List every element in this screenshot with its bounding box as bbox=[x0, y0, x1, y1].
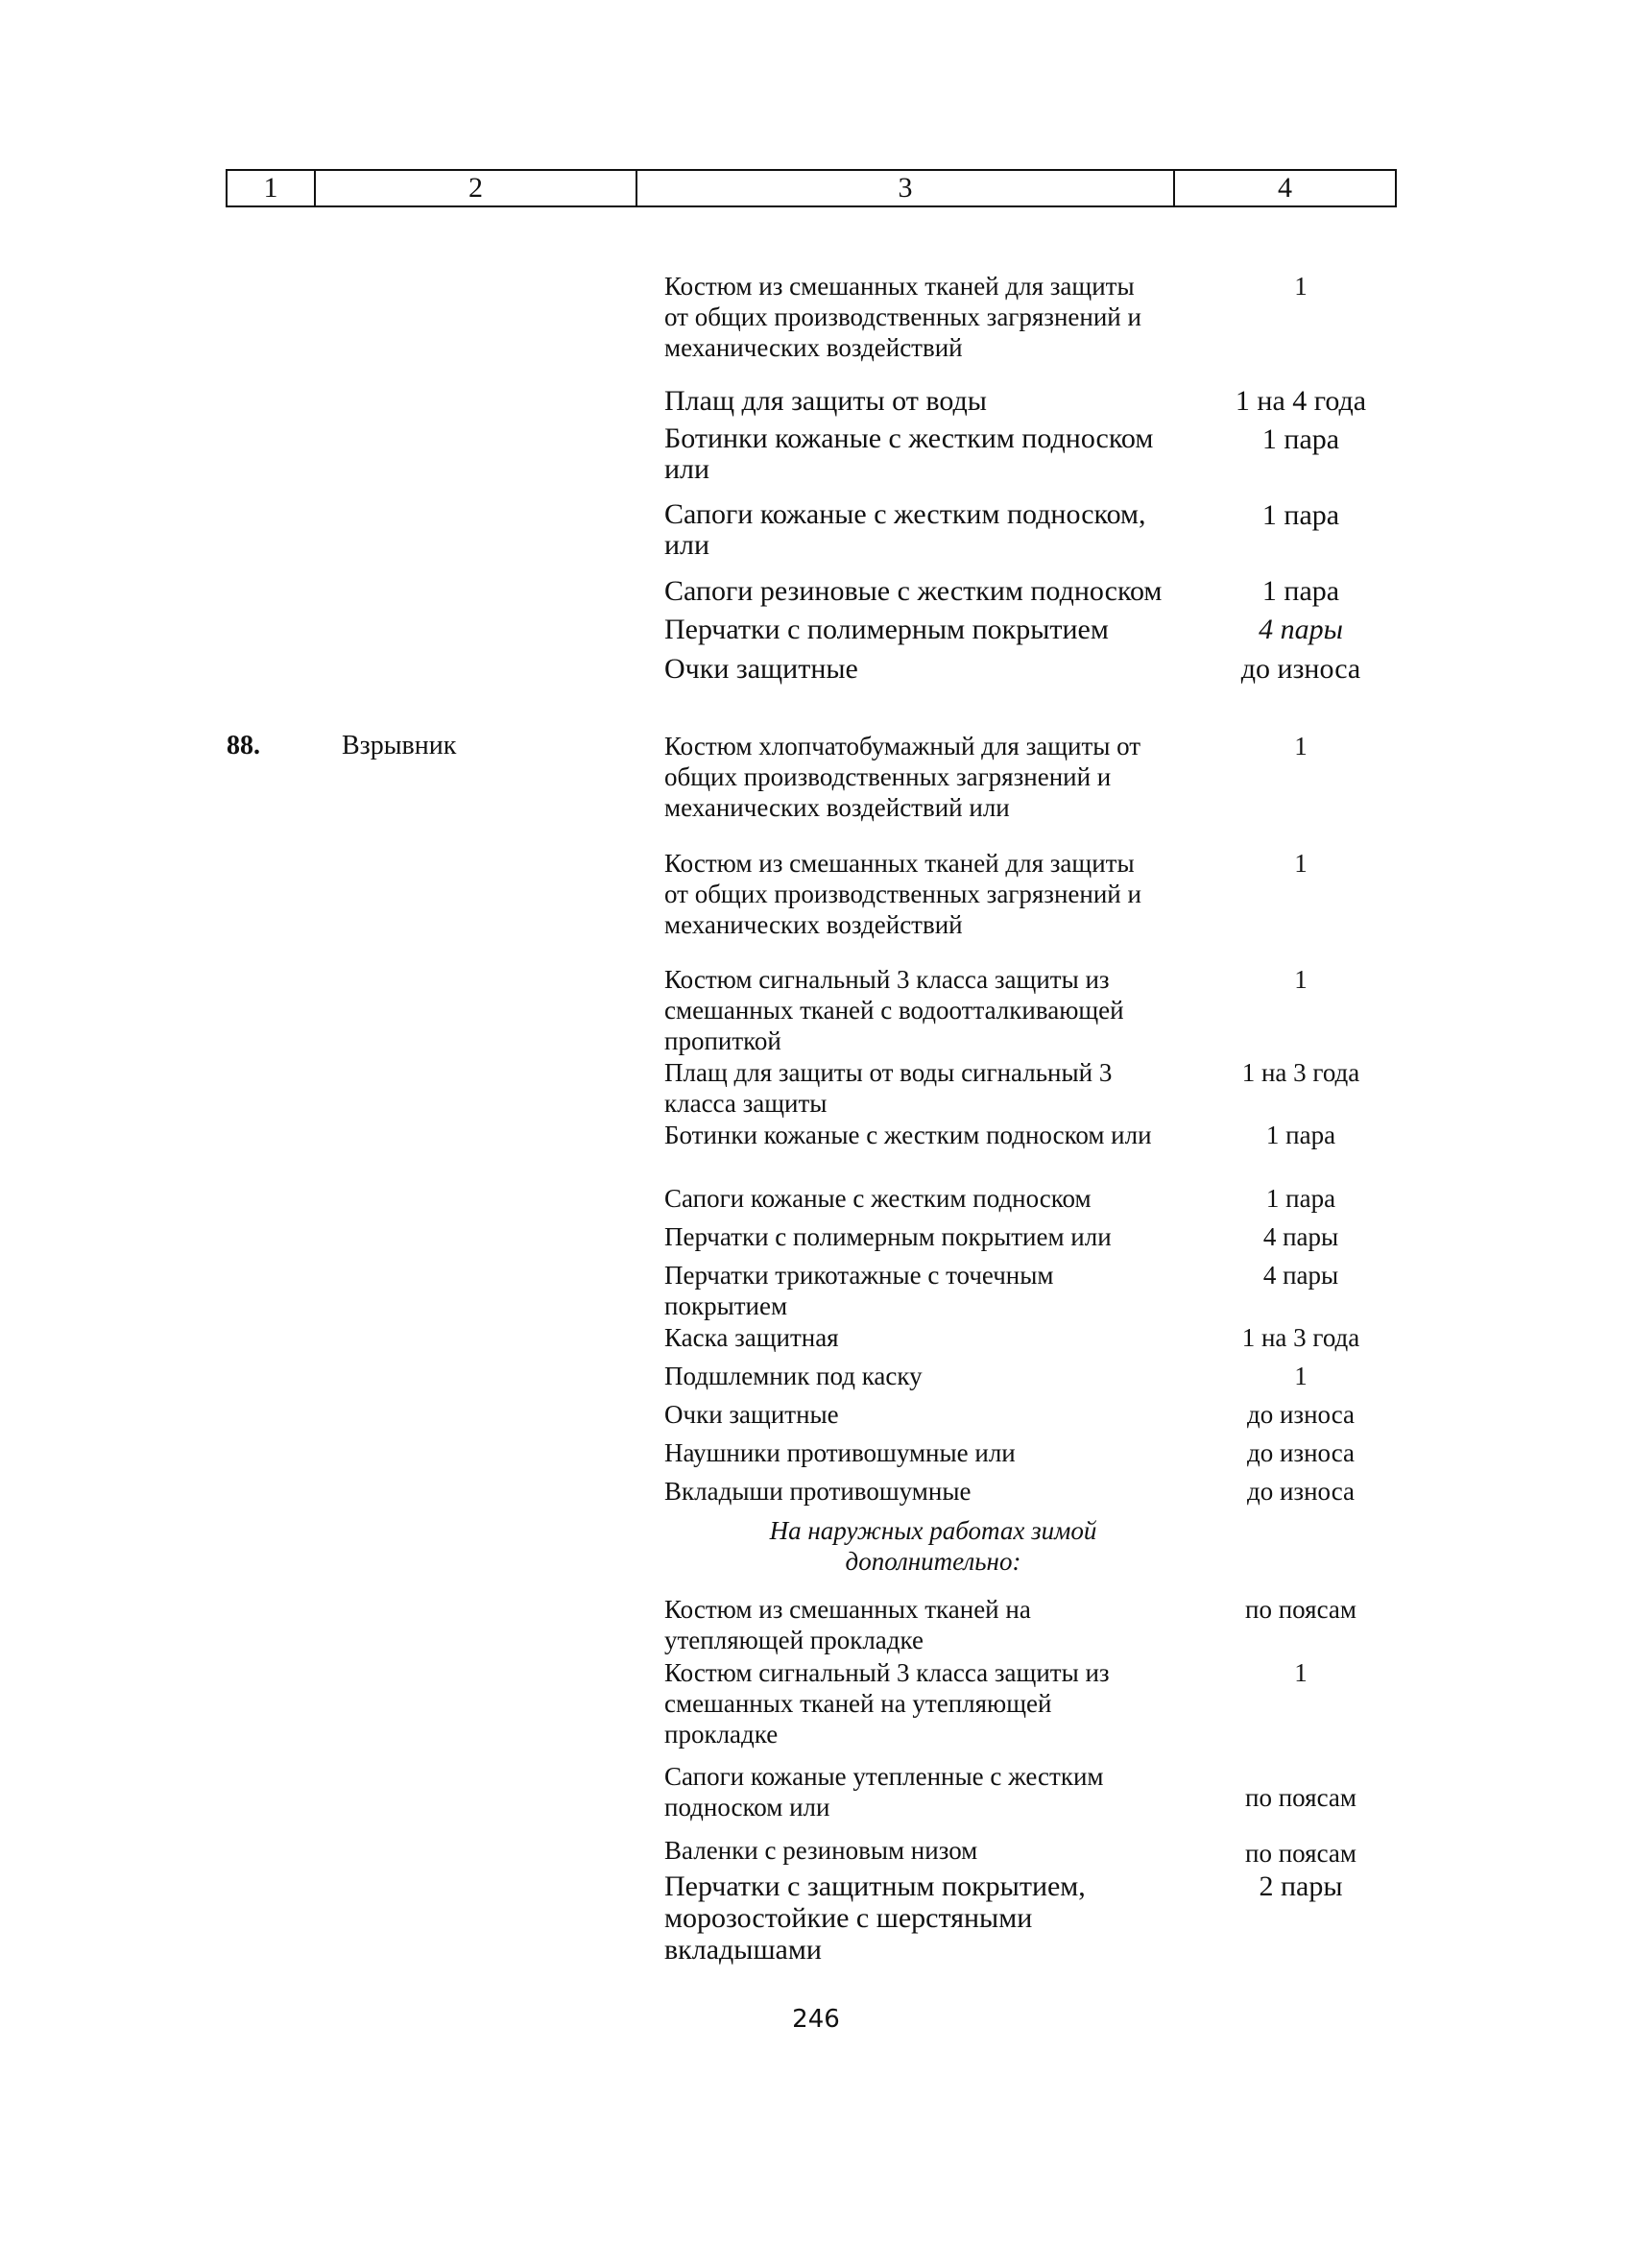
item-quantity: 1 на 4 года bbox=[1235, 385, 1367, 417]
item-name: Очки защитные bbox=[664, 653, 858, 685]
item-quantity: до износа bbox=[1246, 1438, 1356, 1467]
item-quantity: по поясам bbox=[1245, 1839, 1356, 1868]
item-name: Костюм из смешанных тканей для защиты от общих производственных загрязнений и механических воздействий bbox=[664, 272, 1141, 362]
winter-section-heading: На наружных работах зимой дополнительно: bbox=[769, 1516, 1097, 1576]
item-quantity: 4 пары bbox=[1262, 1222, 1339, 1251]
item-quantity: 1 пара bbox=[1261, 575, 1340, 607]
item-name: Костюм сигнальный 3 класса защиты из смешанных тканей с водоотталкивающей пропиткой bbox=[664, 965, 1124, 1055]
item-name: Сапоги кожаные утепленные с жестким подноском или bbox=[664, 1762, 1104, 1822]
item-name: Наушники противошумные или bbox=[664, 1438, 1016, 1467]
column-header-3: 3 bbox=[637, 171, 1175, 205]
item-name: Перчатки с полимерным покрытием или bbox=[664, 1222, 1112, 1251]
item-quantity: 1 пара bbox=[1265, 1184, 1336, 1213]
item-name: Сапоги резиновые с жестким подноском bbox=[664, 575, 1163, 607]
item-name: Костюм из смешанных тканей на утепляющей прокладке bbox=[664, 1595, 1031, 1654]
item-quantity: 4 пары bbox=[1259, 614, 1343, 645]
column-header-table bbox=[226, 169, 1397, 207]
item-name: Перчатки с полимерным покрытием bbox=[664, 614, 1109, 645]
column-header-1: 1 bbox=[228, 171, 316, 205]
item-quantity: до износа bbox=[1246, 1400, 1356, 1429]
page-number: 246 bbox=[792, 2005, 840, 2034]
item-name: Каска защитная bbox=[664, 1323, 839, 1352]
item-name: Очки защитные bbox=[664, 1400, 839, 1429]
item-quantity: до износа bbox=[1246, 1477, 1356, 1506]
item-quantity: 1 пара bbox=[1265, 1121, 1336, 1149]
item-name: Костюм из смешанных тканей для защиты от общих производственных загрязнений и механических воздействий bbox=[664, 849, 1141, 939]
item-quantity: 1 на 3 года bbox=[1241, 1323, 1360, 1352]
column-header-2: 2 bbox=[316, 171, 637, 205]
item-name: Подшлемник под каску bbox=[664, 1362, 923, 1390]
item-quantity: 2 пары bbox=[1259, 1870, 1343, 1902]
item-quantity: 1 пара bbox=[1261, 423, 1340, 455]
item-quantity: 4 пары bbox=[1262, 1261, 1339, 1290]
item-name: Сапоги кожаные с жестким подноском, или bbox=[664, 498, 1146, 561]
item-name: Ботинки кожаные с жестким подноском или bbox=[664, 422, 1154, 485]
item-quantity: 1 bbox=[1294, 732, 1308, 760]
item-name: Костюм сигнальный 3 класса защиты из смешанных тканей на утепляющей прокладке bbox=[664, 1658, 1110, 1749]
item-quantity: до износа bbox=[1240, 653, 1361, 685]
item-name: Вкладыши противошумные bbox=[664, 1477, 972, 1506]
item-name: Плащ для защиты от воды bbox=[664, 385, 987, 417]
item-quantity: по поясам bbox=[1245, 1783, 1356, 1812]
item-quantity: 1 на 3 года bbox=[1241, 1058, 1360, 1087]
item-name: Сапоги кожаные с жестким подноском bbox=[664, 1184, 1092, 1213]
item-quantity: 1 пара bbox=[1261, 499, 1340, 531]
entry-number: 88. bbox=[227, 731, 260, 760]
item-name: Перчатки трикотажные с точечным покрытием bbox=[664, 1261, 1054, 1320]
item-name: Валенки с резиновым низом bbox=[664, 1836, 978, 1865]
item-quantity: 1 bbox=[1294, 965, 1308, 994]
item-quantity: 1 bbox=[1294, 1658, 1308, 1687]
item-name: Костюм хлопчатобумажный для защиты от общих производственных загрязнений и механических воздействий или bbox=[664, 732, 1141, 822]
item-name: Плащ для защиты от воды сигнальный 3 класса защиты bbox=[664, 1058, 1113, 1118]
item-quantity: 1 bbox=[1294, 849, 1308, 878]
item-quantity: 1 bbox=[1294, 272, 1308, 301]
profession-name: Взрывник bbox=[342, 731, 457, 760]
item-name: Ботинки кожаные с жестким подноском или bbox=[664, 1121, 1152, 1149]
column-header-4: 4 bbox=[1278, 172, 1292, 204]
item-name: Перчатки с защитным покрытием, морозостойкие с шерстяными вкладышами bbox=[664, 1870, 1086, 1966]
item-quantity: 1 bbox=[1294, 1362, 1308, 1390]
item-quantity: по поясам bbox=[1245, 1595, 1356, 1624]
